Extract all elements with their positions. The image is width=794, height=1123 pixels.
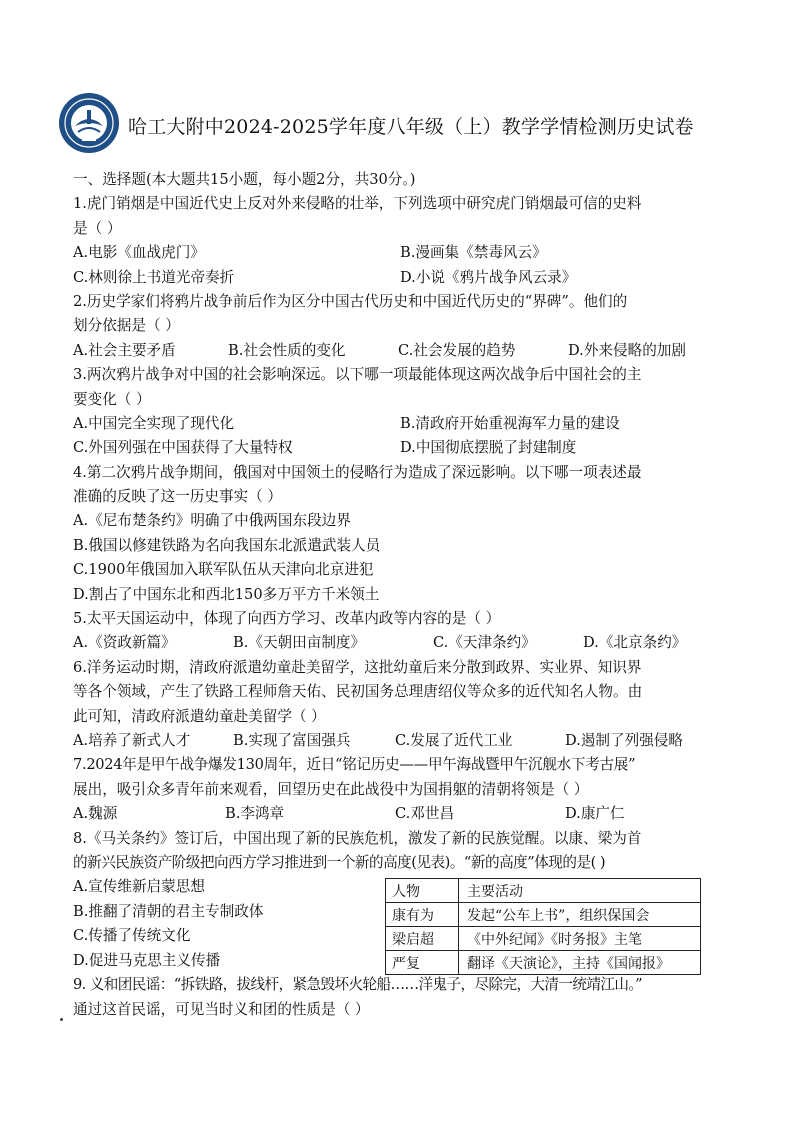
q5-option-c: C.《天津条约》: [433, 634, 536, 652]
q6-option-c: C.发展了近代工业: [395, 731, 513, 749]
q2-option-b: B.社会性质的变化: [228, 341, 346, 359]
q4-option-a: A.《尼布楚条约》明确了中俄两国东段边界: [73, 512, 351, 530]
q8-reform-table: [385, 878, 701, 975]
scan-speck: [60, 1018, 63, 1021]
table-row: [386, 951, 701, 975]
q3-option-c: C.外国列强在中国获得了大量特权: [73, 439, 293, 457]
q8-stem-line1: 8.《马关条约》签订后，中国出现了新的民族危机，激发了新的民族觉醒。以康、梁为首: [73, 829, 642, 847]
q8-option-a: A.宣传维新启蒙思想: [73, 878, 205, 896]
q1-option-b: B.漫画集《禁毒风云》: [400, 244, 547, 262]
q5-options: [73, 631, 713, 655]
q2-stem-line1: 2.历史学家们将鸦片战争前后作为区分中国古代历史和中国近代历史的“界碑”。他们的: [73, 292, 628, 310]
q2-option-c: C.社会发展的趋势: [398, 341, 516, 359]
q7-option-b: B.李鸿章: [225, 805, 285, 823]
q3-options-row1: [73, 412, 713, 436]
table-cell: 严复: [386, 951, 459, 975]
q4-stem-line1: 4.第二次鸦片战争期间，俄国对中国领土的侵略行为造成了深远影响。以下哪一项表述最: [73, 463, 642, 481]
q6-option-a: A.培养了新式人才: [73, 731, 191, 749]
q3-option-a: A.中国完全实现了现代化: [73, 414, 235, 432]
q2-stem-line2: 划分依据是（ ）: [73, 317, 180, 335]
q8-stem-line2: 的新兴民族资产阶级把向西方学习推进到一个新的高度(见表)。“新的高度”体现的是( ): [73, 853, 606, 871]
section-heading: 一、选择题(本大题共15小题，每小题2分，共30分。): [73, 171, 416, 188]
table-header-person: 人物: [386, 879, 459, 903]
exam-header: [58, 92, 758, 156]
table-header-row: [386, 879, 701, 903]
q7-stem-line1: 7.2024年是甲午战争爆发130周年，近日“铭记历史——甲午海战暨甲午沉舰水下考古展”: [73, 756, 636, 774]
q9-stem-line2: 通过这首民谣，可见当时义和团的性质是（ ）: [73, 1000, 370, 1018]
q2-option-d: D.外来侵略的加剧: [568, 341, 686, 359]
q5-option-d: D.《北京条约》: [583, 634, 687, 652]
q1-options-row1: [73, 241, 713, 265]
table-cell: 梁启超: [386, 927, 459, 951]
school-seal-icon: [58, 92, 120, 154]
table-row: [386, 927, 701, 951]
q5-stem-line1: 5.太平天国运动中，体现了向西方学习、改革内政等内容的是（ ）: [73, 610, 501, 628]
q3-options-row2: [73, 436, 713, 460]
table-cell: 康有为: [386, 903, 459, 927]
q7-options: [73, 802, 713, 826]
q6-stem-line2: 等各个领域，产生了铁路工程师詹天佑、民初国务总理唐绍仪等众多的近代知名人物。由: [73, 683, 643, 701]
q7-option-a: A.魏源: [73, 805, 118, 823]
q1-stem-line2: 是（ ）: [73, 219, 122, 237]
q7-option-d: D.康广仁: [565, 805, 625, 823]
q4-option-d: D.割占了中国东北和西北150多万平方千米领土: [73, 585, 380, 603]
q1-option-a: A.电影《血战虎门》: [73, 244, 205, 262]
table-header-activity: 主要活动: [459, 879, 701, 903]
q3-option-b: B.清政府开始重视海军力量的建设: [400, 414, 620, 432]
q6-stem-line1: 6.洋务运动时期，清政府派遣幼童赴美留学，这批幼童后来分散到政界、实业界、知识界: [73, 658, 642, 676]
q6-option-d: D.遏制了列强侵略: [565, 731, 683, 749]
q2-options: [73, 339, 713, 363]
q2-option-a: A.社会主要矛盾: [73, 341, 176, 359]
table-cell: 《中外纪闻》《时务报》主笔: [459, 927, 701, 951]
question-content: [73, 168, 713, 1022]
q1-option-d: D.小说《鸦片战争风云录》: [400, 268, 577, 286]
q8-option-d: D.促进马克思主义传播: [73, 951, 221, 969]
q1-options-row2: [73, 266, 713, 290]
q6-options: [73, 729, 713, 753]
q6-option-b: B.实现了富国强兵: [233, 731, 351, 749]
q8-options-and-table: [73, 875, 713, 973]
q3-stem-line1: 3.两次鸦片战争对中国的社会影响深远。以下哪一项最能体现这两次战争后中国社会的主: [73, 366, 642, 384]
q1-option-c: C.林则徐上书道光帝奏折: [73, 268, 235, 286]
q3-stem-line2: 要变化（ ）: [73, 390, 151, 408]
q5-option-b: B.《天朝田亩制度》: [233, 634, 366, 652]
q3-option-d: D.中国彻底摆脱了封建制度: [400, 439, 577, 457]
q9-stem-line1: 9. 义和团民谣：“拆铁路，拔线杆，紧急毁坏火轮船……洋鬼子，尽除完，大清一统靖江山。”: [73, 976, 642, 994]
q8-option-c: C.传播了传统文化: [73, 927, 191, 945]
q6-stem-line3: 此可知，清政府派遣幼童赴美留学（ ）: [73, 707, 326, 725]
q1-stem-line1: 1.虎门销烟是中国近代史上反对外来侵略的壮举，下列选项中研究虎门销烟最可信的史料: [73, 195, 642, 213]
table-cell: 翻译《天演论》，主持《国闻报》: [459, 951, 701, 975]
table-cell: 发起“公车上书”，组织保国会: [459, 903, 701, 927]
q4-option-c: C.1900年俄国加入联军队伍从天津向北京进犯: [73, 561, 374, 579]
q4-stem-line2: 准确的反映了这一历史事实（ ）: [73, 488, 282, 506]
q8-option-b: B.推翻了清朝的君主专制政体: [73, 902, 264, 920]
q7-stem-line2: 展出，吸引众多青年前来观看，回望历史在此战役中为国捐躯的清朝将领是（ ）: [73, 780, 589, 798]
table-row: [386, 903, 701, 927]
q7-option-c: C.邓世昌: [395, 805, 455, 823]
page-title: 哈工大附中2024-2025学年度八年级（上）教学学情检测历史试卷: [128, 116, 694, 138]
q5-option-a: A.《资政新篇》: [73, 634, 176, 652]
q4-option-b: B.俄国以修建铁路为名向我国东北派遣武装人员: [73, 536, 381, 554]
